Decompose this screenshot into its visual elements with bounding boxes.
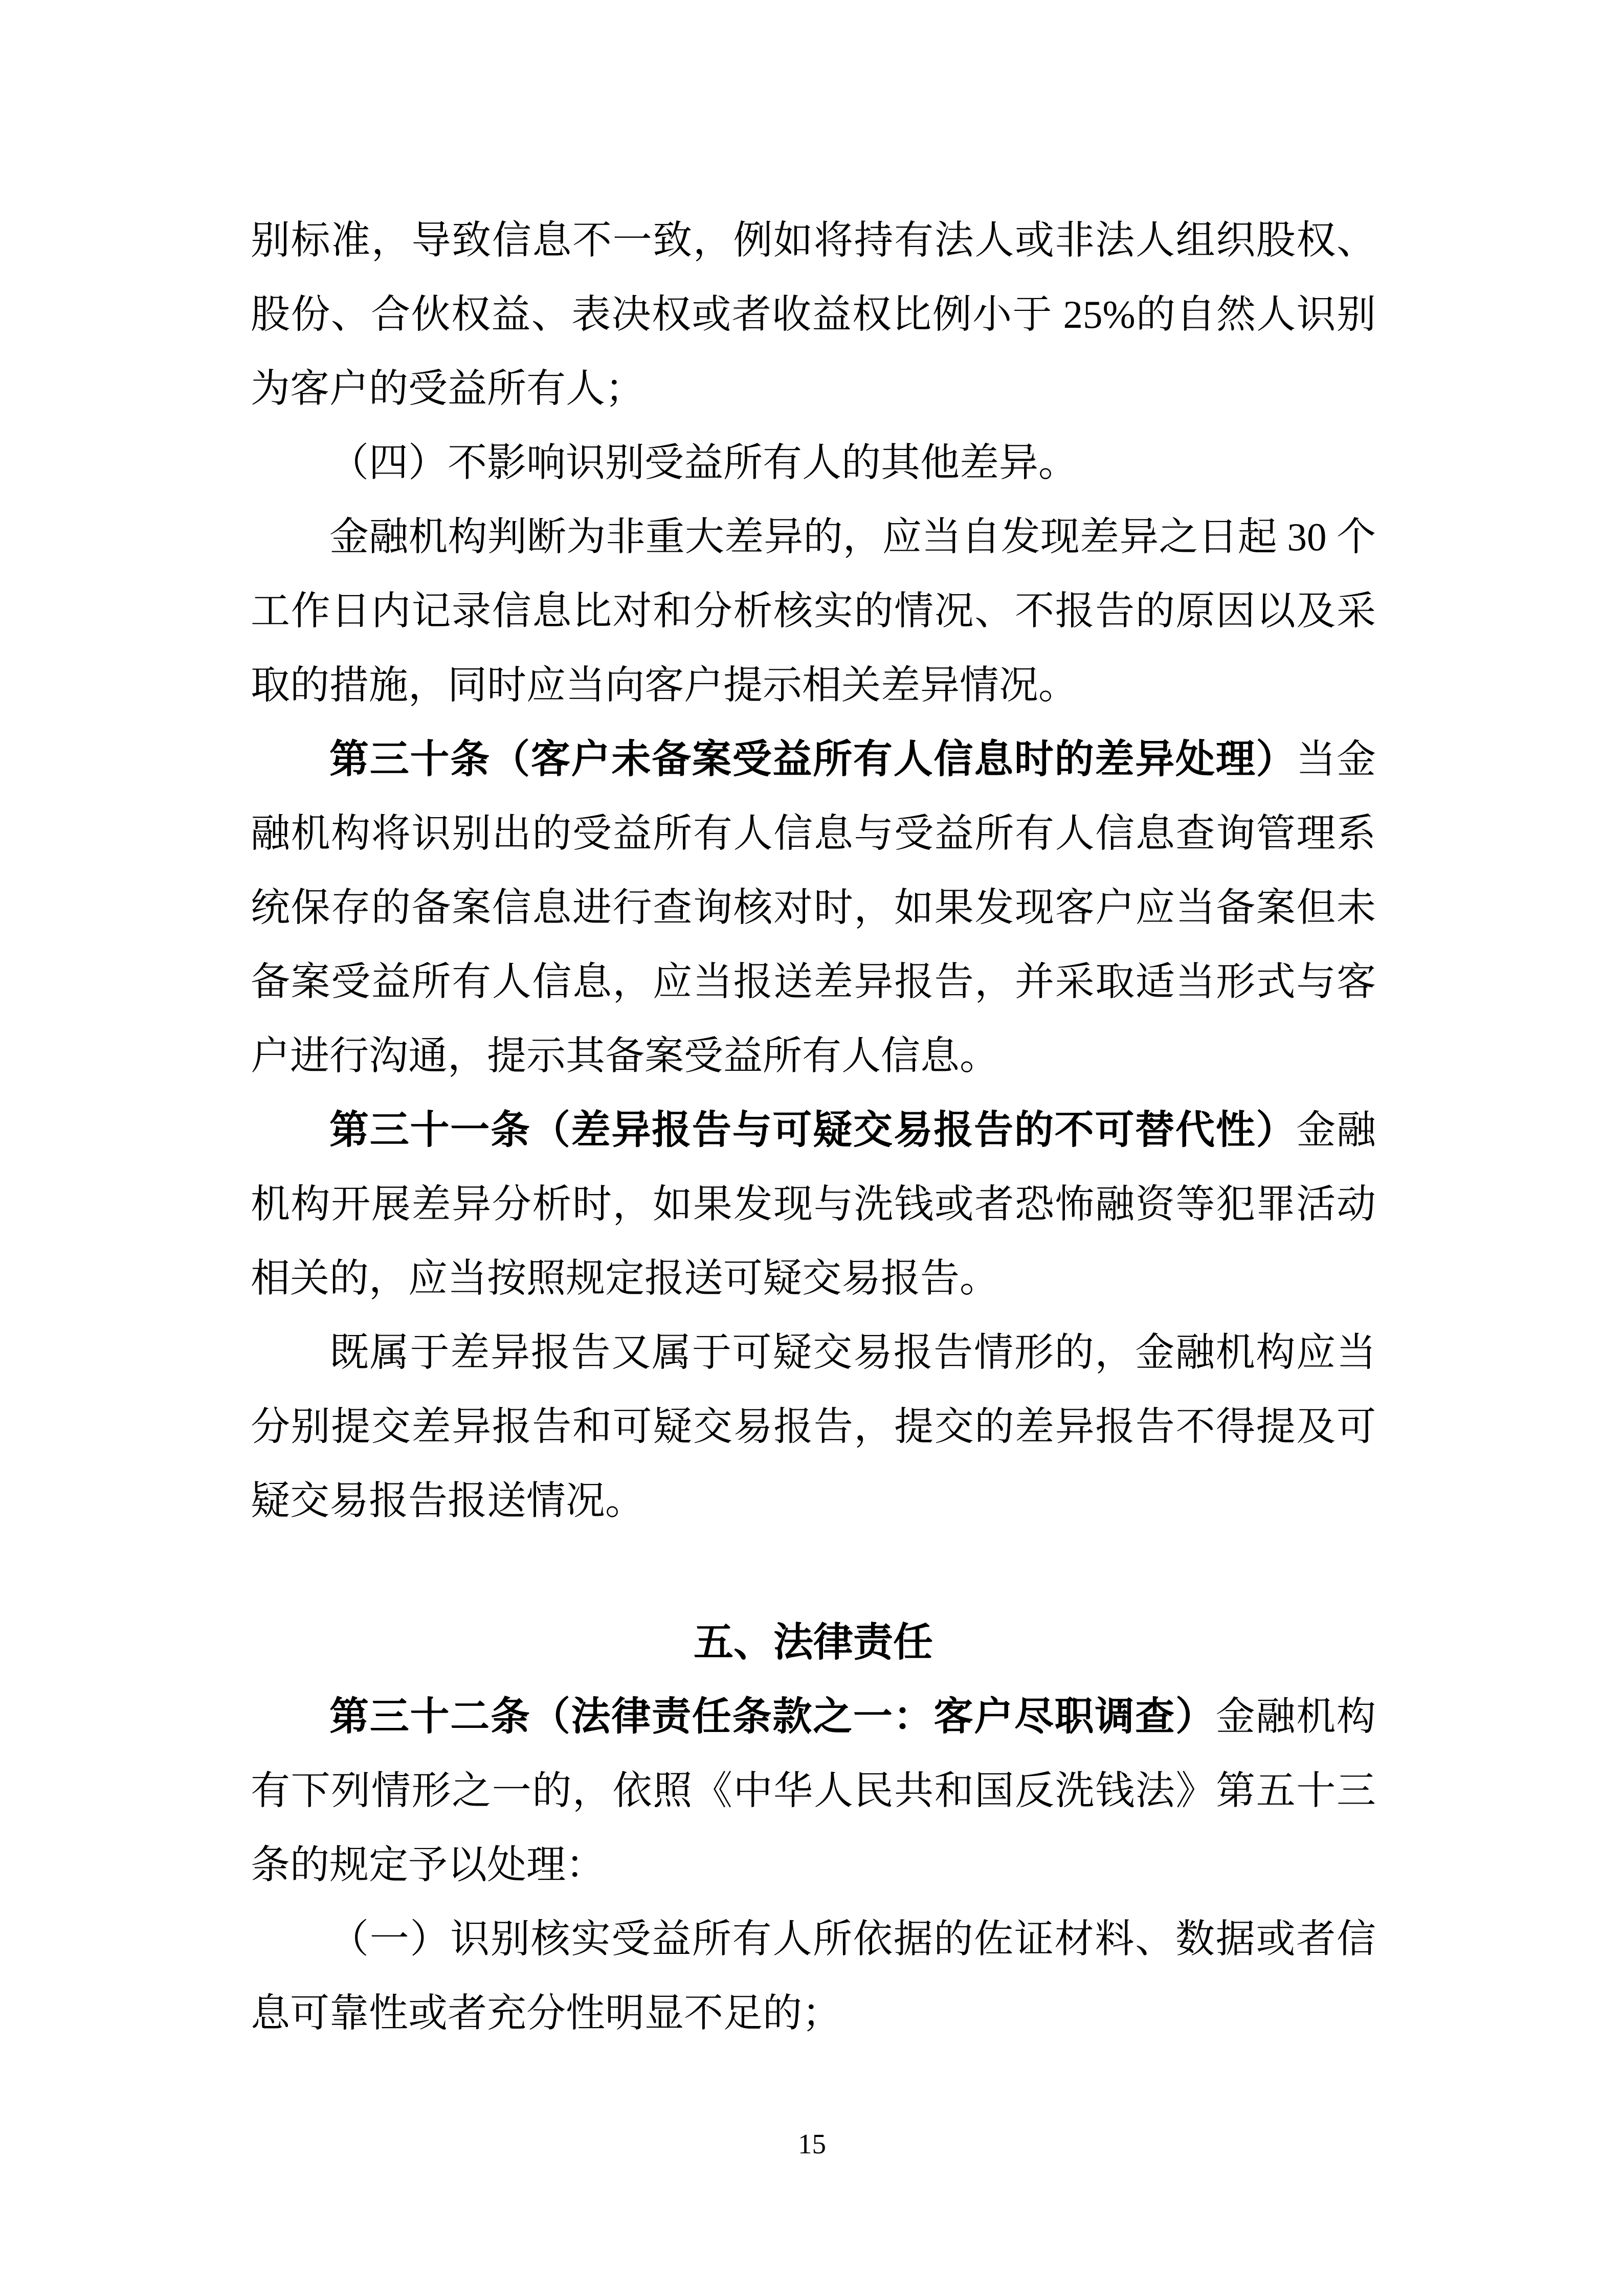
text-run: 别标准，导致信息不一致，例如将持有法人或非法人组织股权、股份、合伙权益、表决权或者收益权比例小于 25%的自然人识别为客户的受益所有人；: [251, 218, 1376, 411]
bold-text-run: 第三十二条（法律责任条款之一：客户尽职调查）: [329, 1695, 1216, 1739]
bold-text-run: 第三十条（客户未备案受益所有人信息时的差异处理）: [329, 737, 1297, 781]
text-run: 金融机构有下列情形之一的，依照《中华人民共和国反洗钱法》第五十三条的规定予以处理：: [251, 1695, 1376, 1887]
text-run: （四）不影响识别受益所有人的其他差异。: [329, 441, 1078, 485]
paragraph: [251, 1902, 1376, 2051]
text-run: 当金融机构将识别出的受益所有人信息与受益所有人信息查询管理系统保存的备案信息进行查询核对时，如果发现客户应当备案但未备案受益所有人信息，应当报送差异报告，并采取适当形式与客户进行沟通，提示其备案受益所有人信息。: [251, 737, 1376, 1078]
bold-text-run: 五、法律责任: [693, 1619, 933, 1665]
text-run: 既属于差异报告又属于可疑交易报告情形的，金融机构应当分别提交差异报告和可疑交易报告，提交的差异报告不得提及可疑交易报告报送情况。: [251, 1331, 1376, 1523]
paragraph: [251, 1093, 1376, 1316]
text-run: 金融机构判断为非重大差异的，应当自发现差异之日起 30 个工作日内记录信息比对和分析核实的情况、不报告的原因以及采取的措施，同时应当向客户提示相关差异情况。: [251, 515, 1376, 707]
paragraph: [251, 426, 1376, 500]
bold-text-run: 第三十一条（差异报告与可疑交易报告的不可替代性）: [329, 1108, 1297, 1152]
paragraph: [251, 1680, 1376, 1902]
paragraph: [251, 500, 1376, 723]
page-number: 15: [798, 2128, 826, 2159]
section-heading: [251, 1606, 1376, 1680]
text-run: 金融机构开展差异分析时，如果发现与洗钱或者恐怖融资等犯罪活动相关的，应当按照规定报送可疑交易报告。: [251, 1108, 1376, 1300]
document-body: [251, 204, 1376, 2051]
paragraph: [251, 1316, 1376, 1538]
paragraph: [251, 204, 1376, 426]
paragraph: [251, 723, 1376, 1093]
text-run: （一）识别核实受益所有人所依据的佐证材料、数据或者信息可靠性或者充分性明显不足的；: [251, 1917, 1376, 2035]
